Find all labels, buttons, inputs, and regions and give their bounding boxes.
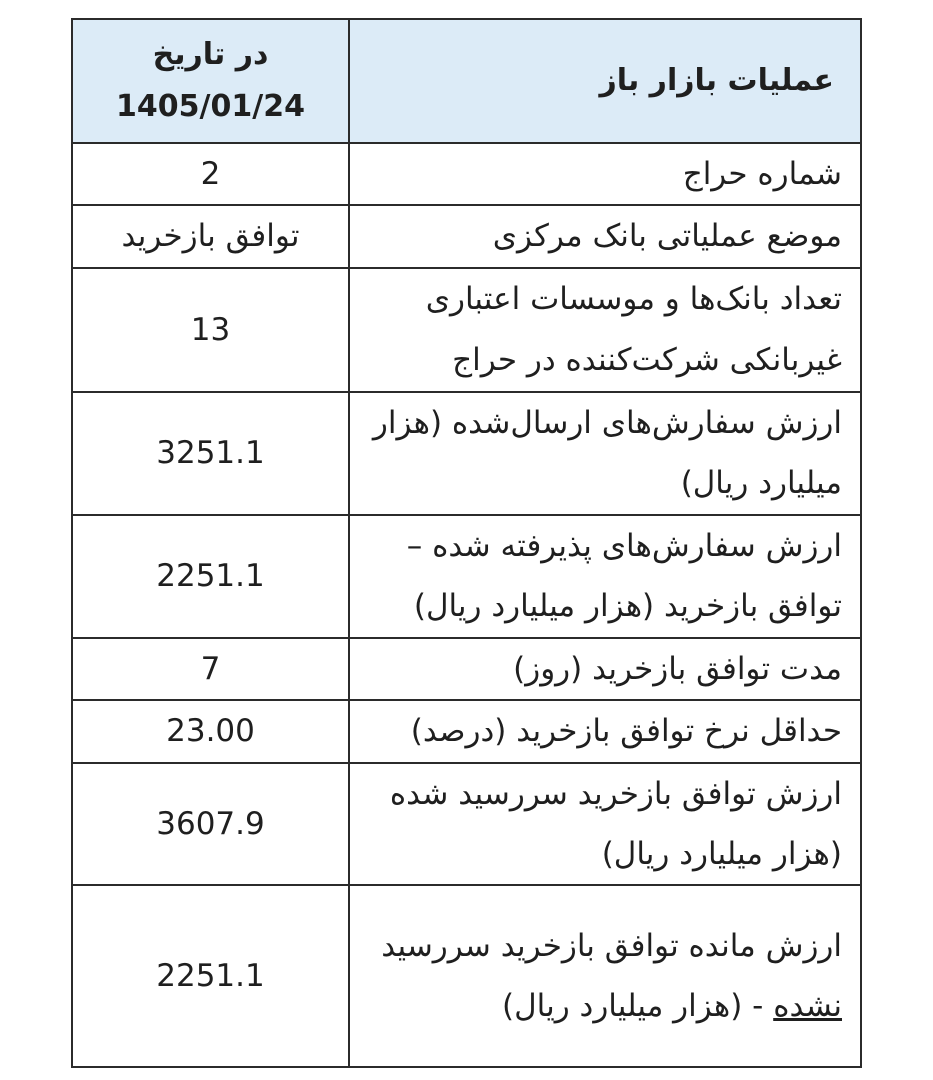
table-header-row [72, 19, 861, 143]
table-row-outstanding-repo [72, 885, 861, 1067]
row-value: توافق بازخرید [72, 205, 349, 267]
table-row-operational-position [72, 205, 861, 267]
row-label: ارزش سفارش‌های پذیرفته شده – توافق بازخرید (هزار میلیارد ریال) [349, 515, 861, 638]
header-date-value: 1405/01/24 [116, 89, 305, 124]
header-title: عملیات بازار باز [349, 19, 861, 143]
row-label: مدت توافق بازخرید (روز) [349, 638, 861, 700]
open-market-operations-table-container [71, 18, 860, 1068]
row-label: ارزش سفارش‌های ارسال‌شده (هزار میلیارد ریال) [349, 392, 861, 515]
row-value: 2251.1 [72, 515, 349, 638]
row-label: ارزش توافق بازخرید سررسید شده (هزار میلیارد ریال) [349, 763, 861, 886]
row-label-part2: - (هزار میلیارد ریال) [502, 988, 774, 1025]
row-value: 3607.9 [72, 763, 349, 886]
table-row-submitted-orders [72, 392, 861, 515]
open-market-operations-table [71, 18, 862, 1068]
table-row-participants-count [72, 268, 861, 392]
row-value: 3251.1 [72, 392, 349, 515]
header-date [72, 19, 349, 143]
row-label-part1: ارزش مانده توافق بازخرید سررسید [381, 927, 842, 964]
header-date-label: در تاریخ [152, 36, 269, 72]
row-label: حداقل نرخ توافق بازخرید (درصد) [349, 700, 861, 762]
row-value: 2251.1 [72, 885, 349, 1067]
table-row-auction-number [72, 143, 861, 205]
table-row-repo-duration [72, 638, 861, 700]
row-value: 23.00 [72, 700, 349, 762]
table-row-minimum-rate [72, 700, 861, 762]
row-label-underlined: نشده [773, 988, 842, 1025]
row-label: شماره حراج [349, 143, 861, 205]
row-value: 7 [72, 638, 349, 700]
table-row-matured-repo [72, 763, 861, 886]
row-value: 2 [72, 143, 349, 205]
row-value: 13 [72, 268, 349, 392]
row-label: موضع عملیاتی بانک مرکزی [349, 205, 861, 267]
table-row-accepted-orders [72, 515, 861, 638]
row-label [349, 885, 861, 1067]
row-label: تعداد بانک‌ها و موسسات اعتباری غیربانکی شرکت‌کننده در حراج [349, 268, 861, 392]
